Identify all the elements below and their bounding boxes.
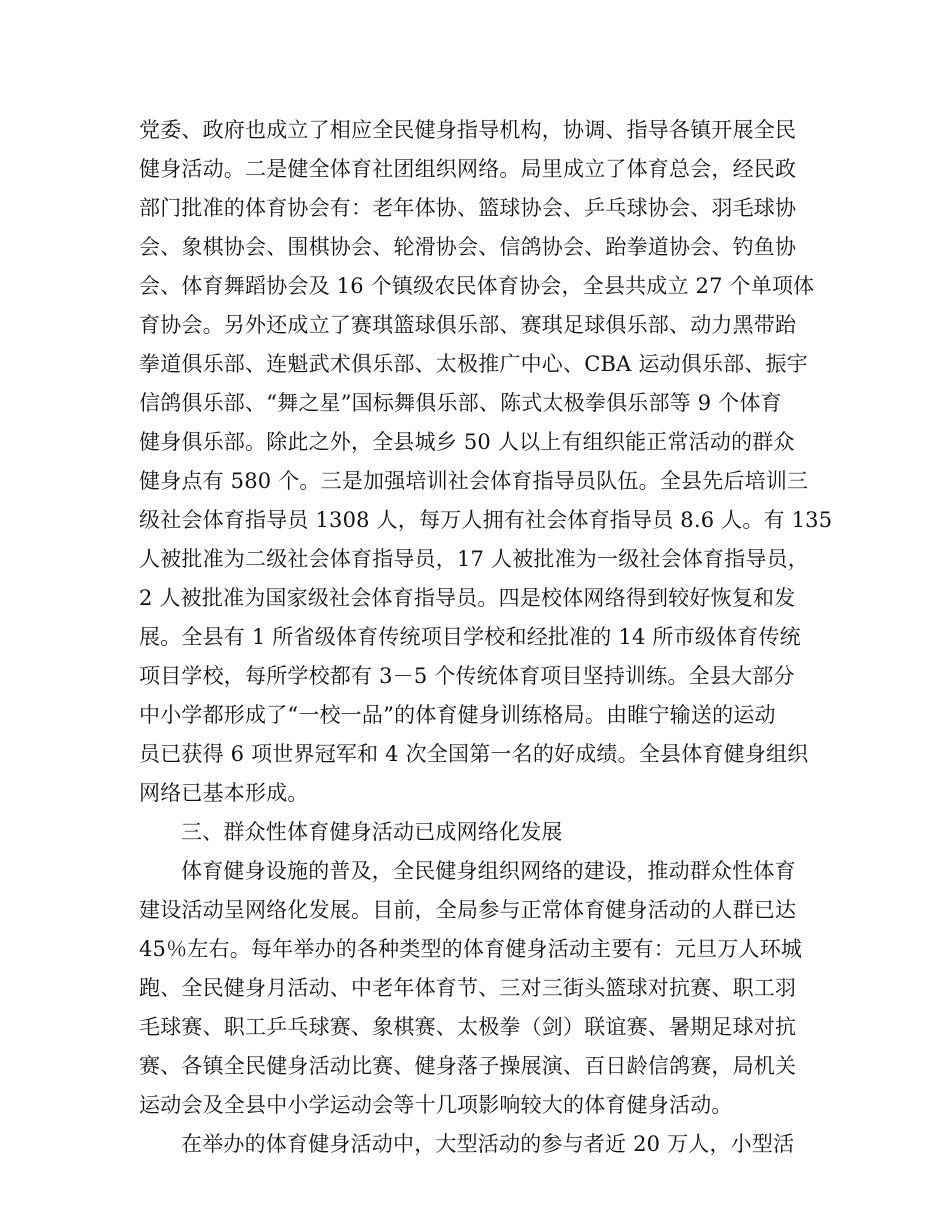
text-line: 党委、政府也成立了相应全民健身指导机构，协调、指导各镇开展全民 [139,118,797,142]
text-line: 建设活动呈网络化发展。目前，全局参与正常体育健身活动的人群已达 [139,898,797,922]
text-line: 育协会。另外还成立了赛琪篮球俱乐部、赛琪足球俱乐部、动力黑带跆 [139,313,797,337]
text-line: 体育健身设施的普及，全民健身组织网络的建设，推动群众性体育 [181,859,796,883]
text-line: 展。全县有 1 所省级体育传统项目学校和经批准的 14 所市级体育传统 [139,625,801,649]
text-line: 员已获得 6 项世界冠军和 4 次全国第一名的好成绩。全县体育健身组织 [139,742,809,766]
text-line: 健身俱乐部。除此之外，全县城乡 50 人以上有组织能正常活动的群众 [139,430,795,454]
text-line: 毛球赛、职工乒乓球赛、象棋赛、太极拳（剑）联谊赛、暑期足球对抗 [139,1015,797,1039]
text-line: 拳道俱乐部、连魁武术俱乐部、太极推广中心、CBA 运动俱乐部、振宇 [139,352,808,376]
text-line: 项目学校，每所学校都有 3－5 个传统体育项目坚持训练。全县大部分 [139,664,795,688]
text-line: 运动会及全县中小学运动会等十几项影响较大的体育健身活动。 [139,1093,733,1117]
text-line: 部门批准的体育协会有：老年体协、篮球协会、乒乓球协会、羽毛球协 [139,196,797,220]
text-line: 会、象棋协会、围棋协会、轮滑协会、信鸽协会、跆拳道协会、钓鱼协 [139,235,797,259]
text-line: 45％左右。每年举办的各种类型的体育健身活动主要有：元旦万人环城 [139,937,803,961]
text-line: 在举办的体育健身活动中，大型活动的参与者近 20 万人，小型活 [181,1132,795,1156]
text-line: 级社会体育指导员 1308 人，每万人拥有社会体育指导员 8.6 人。有 135 [139,508,833,532]
text-line: 中小学都形成了“一校一品”的体育健身训练格局。由睢宁输送的运动 [139,703,776,727]
text-line: 会、体育舞蹈协会及 16 个镇级农民体育协会，全县共成立 27 个单项体 [139,274,815,298]
text-line: 跑、全民健身月活动、中老年体育节、三对三街头篮球对抗赛、职工羽 [139,976,797,1000]
section-heading: 三、群众性体育健身活动已成网络化发展 [181,820,563,844]
text-line: 人被批准为二级社会体育指导员，17 人被批准为一级社会体育指导员， [139,547,809,571]
text-line: 网络已基本形成。 [139,781,309,805]
text-line: 健身点有 580 个。三是加强培训社会体育指导员队伍。全县先后培训三 [139,469,809,493]
text-line: 信鸽俱乐部、“舞之星”国标舞俱乐部、陈式太极拳俱乐部等 9 个体育 [139,391,782,415]
text-line: 健身活动。二是健全体育社团组织网络。局里成立了体育总会，经民政 [139,157,797,181]
text-line: 2 人被批准为国家级社会体育指导员。四是校体网络得到较好恢复和发 [139,586,796,610]
text-line: 赛、各镇全民健身活动比赛、健身落子操展演、百日龄信鸽赛，局机关 [139,1054,797,1078]
